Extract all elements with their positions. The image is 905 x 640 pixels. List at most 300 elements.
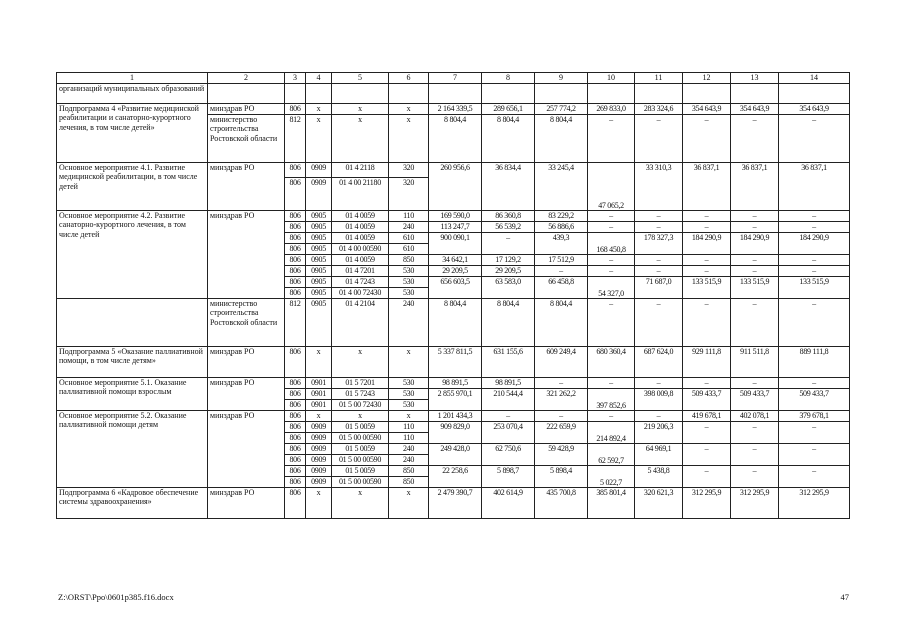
- program-name-cell: Подпрограмма 4 «Развитие медицинской реабилитации и санаторно-курортного лечения, в том числе детей»: [57, 104, 208, 163]
- grbs-cell: 806: [285, 222, 306, 233]
- value-cell: –: [779, 422, 850, 444]
- value-cell: –: [635, 222, 683, 233]
- value-cell: 83 229,2: [535, 211, 588, 222]
- grbs-cell: 806: [285, 347, 306, 378]
- value-cell: 911 511,8: [731, 347, 779, 378]
- value-cell: 36 837,1: [779, 163, 850, 211]
- data-cell: [683, 84, 731, 104]
- rzpr-cell: 0905: [306, 255, 332, 266]
- table-row: [57, 104, 850, 115]
- column-header-row: [57, 73, 850, 84]
- csr-cell: 01 4 0059: [332, 255, 389, 266]
- grbs-cell: 806: [285, 288, 306, 299]
- value-cell: –: [635, 266, 683, 277]
- program-name-cell: [57, 299, 208, 347]
- value-cell: –: [731, 211, 779, 222]
- grbs-cell: 812: [285, 299, 306, 347]
- value-cell: 29 209,5: [429, 266, 482, 277]
- data-cell: [429, 84, 482, 104]
- data-cell: [306, 84, 332, 104]
- value-cell: –: [588, 115, 635, 163]
- grbs-cell: 806: [285, 104, 306, 115]
- value-cell: –: [683, 466, 731, 488]
- csr-cell: 01 4 2104: [332, 299, 389, 347]
- value-cell: –: [588, 211, 635, 222]
- rzpr-cell: 0905: [306, 299, 332, 347]
- executor-cell: минздрав РО: [208, 411, 285, 488]
- table-row: [57, 163, 850, 178]
- grbs-cell: 806: [285, 378, 306, 389]
- vr-cell: x: [389, 488, 429, 519]
- column-header: 9: [535, 73, 588, 84]
- data-cell: [731, 84, 779, 104]
- value-cell: 22 258,6: [429, 466, 482, 488]
- grbs-cell: 806: [285, 455, 306, 466]
- value-cell: –: [683, 378, 731, 389]
- column-header: 6: [389, 73, 429, 84]
- grbs-cell: 806: [285, 411, 306, 422]
- value-cell: –: [779, 115, 850, 163]
- rzpr-cell: 0909: [306, 466, 332, 477]
- value-cell: 64 969,1: [635, 444, 683, 466]
- value-cell: 168 450,8: [588, 233, 635, 255]
- value-cell: –: [588, 299, 635, 347]
- value-cell: 2 164 339,5: [429, 104, 482, 115]
- value-cell: 62 750,6: [482, 444, 535, 466]
- footer-file-path: Z:\ORST\Ppo\0601p385.f16.docx: [58, 592, 174, 602]
- value-cell: –: [683, 115, 731, 163]
- vr-cell: x: [389, 347, 429, 378]
- value-cell: –: [482, 411, 535, 422]
- csr-cell: 01 4 0059: [332, 233, 389, 244]
- table-row: [57, 347, 850, 378]
- value-cell: 312 295,9: [731, 488, 779, 519]
- value-cell: –: [731, 299, 779, 347]
- data-cell: [635, 84, 683, 104]
- value-cell: 5 438,8: [635, 466, 683, 488]
- vr-cell: 850: [389, 255, 429, 266]
- grbs-cell: 806: [285, 255, 306, 266]
- csr-cell: 01 5 00 00590: [332, 477, 389, 488]
- value-cell: –: [779, 255, 850, 266]
- rzpr-cell: x: [306, 104, 332, 115]
- table-row: [57, 84, 850, 104]
- csr-cell: 01 5 00 00590: [332, 433, 389, 444]
- value-cell: –: [779, 378, 850, 389]
- rzpr-cell: x: [306, 488, 332, 519]
- executor-cell: минздрав РО: [208, 488, 285, 519]
- vr-cell: 530: [389, 266, 429, 277]
- value-cell: –: [731, 466, 779, 488]
- column-header: 2: [208, 73, 285, 84]
- value-cell: 56 539,2: [482, 222, 535, 233]
- value-cell: 63 583,0: [482, 277, 535, 299]
- value-cell: 36 837,1: [731, 163, 779, 211]
- budget-table: [56, 72, 850, 519]
- grbs-cell: 806: [285, 477, 306, 488]
- value-cell: 687 624,0: [635, 347, 683, 378]
- executor-cell: минздрав РО: [208, 211, 285, 299]
- value-cell: 36 834,4: [482, 163, 535, 211]
- value-cell: 2 479 390,7: [429, 488, 482, 519]
- value-cell: –: [535, 266, 588, 277]
- value-cell: 56 886,6: [535, 222, 588, 233]
- page-number: 47: [840, 592, 849, 602]
- rzpr-cell: 0905: [306, 266, 332, 277]
- grbs-cell: 806: [285, 400, 306, 411]
- data-cell: [389, 84, 429, 104]
- grbs-cell: 806: [285, 389, 306, 400]
- value-cell: 283 324,6: [635, 104, 683, 115]
- value-cell: 54 327,0: [588, 277, 635, 299]
- csr-cell: x: [332, 104, 389, 115]
- csr-cell: 01 4 7201: [332, 266, 389, 277]
- executor-cell: минздрав РО: [208, 347, 285, 378]
- csr-cell: x: [332, 411, 389, 422]
- value-cell: 439,3: [535, 233, 588, 255]
- data-cell: [779, 84, 850, 104]
- value-cell: 36 837,1: [683, 163, 731, 211]
- rzpr-cell: 0909: [306, 477, 332, 488]
- column-header: 12: [683, 73, 731, 84]
- table-row: [57, 488, 850, 519]
- vr-cell: 110: [389, 433, 429, 444]
- executor-cell: минздрав РО: [208, 163, 285, 211]
- value-cell: –: [683, 299, 731, 347]
- value-cell: 47 065,2: [588, 163, 635, 211]
- grbs-cell: 806: [285, 277, 306, 288]
- value-cell: 312 295,9: [779, 488, 850, 519]
- grbs-cell: 806: [285, 163, 306, 178]
- program-name-cell: Подпрограмма 5 «Оказание паллиативной помощи, в том числе детям»: [57, 347, 208, 378]
- rzpr-cell: 0909: [306, 444, 332, 455]
- value-cell: 5 337 811,5: [429, 347, 482, 378]
- value-cell: 509 433,7: [683, 389, 731, 411]
- csr-cell: 01 4 00 00590: [332, 244, 389, 255]
- value-cell: –: [683, 266, 731, 277]
- table-row: [57, 299, 850, 347]
- value-cell: 354 643,9: [731, 104, 779, 115]
- rzpr-cell: 0905: [306, 211, 332, 222]
- program-name-cell: Основное мероприятие 5.1. Оказание паллиативной помощи взрослым: [57, 378, 208, 411]
- value-cell: –: [683, 255, 731, 266]
- value-cell: 909 829,0: [429, 422, 482, 444]
- value-cell: 419 678,1: [683, 411, 731, 422]
- executor-cell: минздрав РО: [208, 378, 285, 411]
- vr-cell: 320: [389, 178, 429, 211]
- value-cell: 59 428,9: [535, 444, 588, 466]
- value-cell: 33 310,3: [635, 163, 683, 211]
- grbs-cell: 806: [285, 211, 306, 222]
- value-cell: 98 891,5: [429, 378, 482, 389]
- value-cell: 62 592,7: [588, 444, 635, 466]
- value-cell: 86 360,8: [482, 211, 535, 222]
- value-cell: 133 515,9: [731, 277, 779, 299]
- grbs-cell: 806: [285, 244, 306, 255]
- value-cell: 509 433,7: [731, 389, 779, 411]
- value-cell: 385 801,4: [588, 488, 635, 519]
- executor-cell: [208, 84, 285, 104]
- column-header: 8: [482, 73, 535, 84]
- value-cell: 8 804,4: [429, 299, 482, 347]
- rzpr-cell: 0901: [306, 378, 332, 389]
- column-header: 4: [306, 73, 332, 84]
- rzpr-cell: 0905: [306, 244, 332, 255]
- csr-cell: x: [332, 347, 389, 378]
- value-cell: –: [731, 422, 779, 444]
- csr-cell: 01 5 0059: [332, 466, 389, 477]
- csr-cell: 01 4 2118: [332, 163, 389, 178]
- value-cell: 5 022,7: [588, 466, 635, 488]
- value-cell: 379 678,1: [779, 411, 850, 422]
- program-name-cell: Основное мероприятие 5.2. Оказание паллиативной помощи детям: [57, 411, 208, 488]
- value-cell: –: [535, 411, 588, 422]
- vr-cell: 850: [389, 466, 429, 477]
- data-cell: [535, 84, 588, 104]
- csr-cell: 01 4 0059: [332, 222, 389, 233]
- value-cell: 210 544,4: [482, 389, 535, 411]
- vr-cell: 110: [389, 211, 429, 222]
- vr-cell: 530: [389, 389, 429, 400]
- value-cell: –: [731, 222, 779, 233]
- value-cell: –: [635, 299, 683, 347]
- rzpr-cell: 0905: [306, 277, 332, 288]
- vr-cell: 110: [389, 422, 429, 433]
- column-header: 13: [731, 73, 779, 84]
- program-name-cell: организаций муниципальных образований: [57, 84, 208, 104]
- value-cell: 66 458,8: [535, 277, 588, 299]
- value-cell: –: [779, 299, 850, 347]
- table-row: [57, 211, 850, 222]
- value-cell: –: [635, 378, 683, 389]
- value-cell: –: [635, 255, 683, 266]
- value-cell: 656 603,5: [429, 277, 482, 299]
- value-cell: –: [588, 266, 635, 277]
- vr-cell: 850: [389, 477, 429, 488]
- column-header: 1: [57, 73, 208, 84]
- rzpr-cell: 0909: [306, 433, 332, 444]
- value-cell: 5 898,7: [482, 466, 535, 488]
- value-cell: –: [731, 378, 779, 389]
- vr-cell: x: [389, 115, 429, 163]
- csr-cell: 01 4 00 21180: [332, 178, 389, 211]
- column-header: 14: [779, 73, 850, 84]
- value-cell: 397 852,6: [588, 389, 635, 411]
- data-cell: [285, 84, 306, 104]
- rzpr-cell: 0905: [306, 233, 332, 244]
- program-name-cell: Подпрограмма 6 «Кадровое обеспечение системы здравоохранения»: [57, 488, 208, 519]
- csr-cell: 01 4 7243: [332, 277, 389, 288]
- value-cell: –: [779, 444, 850, 466]
- value-cell: 29 209,5: [482, 266, 535, 277]
- value-cell: –: [683, 444, 731, 466]
- value-cell: –: [588, 255, 635, 266]
- value-cell: –: [731, 115, 779, 163]
- program-name-cell: Основное мероприятие 4.2. Развитие санаторно-курортного лечения, в том числе детей: [57, 211, 208, 299]
- rzpr-cell: 0909: [306, 163, 332, 178]
- value-cell: –: [588, 222, 635, 233]
- value-cell: 321 262,2: [535, 389, 588, 411]
- value-cell: 214 892,4: [588, 422, 635, 444]
- rzpr-cell: x: [306, 411, 332, 422]
- csr-cell: 01 5 0059: [332, 444, 389, 455]
- grbs-cell: 812: [285, 115, 306, 163]
- vr-cell: x: [389, 411, 429, 422]
- value-cell: 631 155,6: [482, 347, 535, 378]
- vr-cell: 240: [389, 222, 429, 233]
- value-cell: –: [588, 411, 635, 422]
- value-cell: 320 621,3: [635, 488, 683, 519]
- csr-cell: 01 4 00 72430: [332, 288, 389, 299]
- csr-cell: x: [332, 488, 389, 519]
- data-cell: [482, 84, 535, 104]
- value-cell: 184 290,9: [683, 233, 731, 255]
- value-cell: 435 700,8: [535, 488, 588, 519]
- value-cell: 133 515,9: [779, 277, 850, 299]
- value-cell: 219 206,3: [635, 422, 683, 444]
- value-cell: 222 659,9: [535, 422, 588, 444]
- value-cell: 260 956,6: [429, 163, 482, 211]
- value-cell: 2 855 970,1: [429, 389, 482, 411]
- vr-cell: 530: [389, 400, 429, 411]
- vr-cell: 240: [389, 444, 429, 455]
- value-cell: 8 804,4: [429, 115, 482, 163]
- value-cell: 929 111,8: [683, 347, 731, 378]
- value-cell: 8 804,4: [535, 115, 588, 163]
- value-cell: 113 247,7: [429, 222, 482, 233]
- value-cell: 71 687,0: [635, 277, 683, 299]
- value-cell: 900 090,1: [429, 233, 482, 255]
- column-header: 11: [635, 73, 683, 84]
- column-header: 7: [429, 73, 482, 84]
- value-cell: 269 833,0: [588, 104, 635, 115]
- value-cell: 17 512,9: [535, 255, 588, 266]
- csr-cell: 01 5 0059: [332, 422, 389, 433]
- value-cell: –: [779, 266, 850, 277]
- csr-cell: 01 5 00 72430: [332, 400, 389, 411]
- value-cell: 889 111,8: [779, 347, 850, 378]
- rzpr-cell: 0905: [306, 222, 332, 233]
- column-header: 10: [588, 73, 635, 84]
- program-name-cell: Основное мероприятие 4.1. Развитие медицинской реабилитации, в том числе детей: [57, 163, 208, 211]
- value-cell: 5 898,4: [535, 466, 588, 488]
- value-cell: 17 129,2: [482, 255, 535, 266]
- value-cell: 289 656,1: [482, 104, 535, 115]
- value-cell: 184 290,9: [731, 233, 779, 255]
- csr-cell: 01 5 00 00590: [332, 455, 389, 466]
- value-cell: –: [779, 222, 850, 233]
- value-cell: –: [779, 466, 850, 488]
- rzpr-cell: 0901: [306, 389, 332, 400]
- rzpr-cell: 0909: [306, 422, 332, 433]
- value-cell: 609 249,4: [535, 347, 588, 378]
- grbs-cell: 806: [285, 444, 306, 455]
- value-cell: –: [683, 422, 731, 444]
- value-cell: –: [635, 411, 683, 422]
- csr-cell: 01 4 0059: [332, 211, 389, 222]
- grbs-cell: 806: [285, 233, 306, 244]
- grbs-cell: 806: [285, 178, 306, 211]
- value-cell: 8 804,4: [482, 115, 535, 163]
- value-cell: 1 201 434,3: [429, 411, 482, 422]
- value-cell: 8 804,4: [535, 299, 588, 347]
- grbs-cell: 806: [285, 466, 306, 477]
- value-cell: 249 428,0: [429, 444, 482, 466]
- vr-cell: 320: [389, 163, 429, 178]
- value-cell: –: [731, 266, 779, 277]
- vr-cell: 530: [389, 288, 429, 299]
- data-cell: [588, 84, 635, 104]
- csr-cell: x: [332, 115, 389, 163]
- value-cell: 680 360,4: [588, 347, 635, 378]
- executor-cell: министерство строительства Ростовской области: [208, 299, 285, 347]
- value-cell: 184 290,9: [779, 233, 850, 255]
- rzpr-cell: 0909: [306, 178, 332, 211]
- vr-cell: 530: [389, 277, 429, 288]
- value-cell: 257 774,2: [535, 104, 588, 115]
- value-cell: –: [535, 378, 588, 389]
- value-cell: 398 009,8: [635, 389, 683, 411]
- value-cell: 354 643,9: [683, 104, 731, 115]
- rzpr-cell: x: [306, 347, 332, 378]
- value-cell: –: [779, 211, 850, 222]
- value-cell: 33 245,4: [535, 163, 588, 211]
- value-cell: 133 515,9: [683, 277, 731, 299]
- csr-cell: 01 5 7201: [332, 378, 389, 389]
- rzpr-cell: 0905: [306, 288, 332, 299]
- value-cell: –: [482, 233, 535, 255]
- value-cell: 34 642,1: [429, 255, 482, 266]
- vr-cell: 530: [389, 378, 429, 389]
- value-cell: –: [635, 211, 683, 222]
- data-cell: [332, 84, 389, 104]
- value-cell: 8 804,4: [482, 299, 535, 347]
- value-cell: 402 078,1: [731, 411, 779, 422]
- value-cell: –: [683, 211, 731, 222]
- value-cell: –: [731, 444, 779, 466]
- value-cell: 178 327,3: [635, 233, 683, 255]
- grbs-cell: 806: [285, 433, 306, 444]
- rzpr-cell: 0901: [306, 400, 332, 411]
- column-header: 3: [285, 73, 306, 84]
- value-cell: 509 433,7: [779, 389, 850, 411]
- column-header: 5: [332, 73, 389, 84]
- vr-cell: 610: [389, 233, 429, 244]
- rzpr-cell: x: [306, 115, 332, 163]
- table-row: [57, 411, 850, 422]
- grbs-cell: 806: [285, 488, 306, 519]
- executor-cell: министерство строительства Ростовской области: [208, 115, 285, 163]
- value-cell: 169 590,0: [429, 211, 482, 222]
- executor-cell: минздрав РО: [208, 104, 285, 115]
- value-cell: –: [588, 378, 635, 389]
- value-cell: 253 070,4: [482, 422, 535, 444]
- value-cell: –: [731, 255, 779, 266]
- vr-cell: 240: [389, 455, 429, 466]
- vr-cell: 240: [389, 299, 429, 347]
- rzpr-cell: 0909: [306, 455, 332, 466]
- value-cell: –: [635, 115, 683, 163]
- value-cell: 354 643,9: [779, 104, 850, 115]
- csr-cell: 01 5 7243: [332, 389, 389, 400]
- grbs-cell: 806: [285, 266, 306, 277]
- grbs-cell: 806: [285, 422, 306, 433]
- vr-cell: x: [389, 104, 429, 115]
- value-cell: 98 891,5: [482, 378, 535, 389]
- value-cell: –: [683, 222, 731, 233]
- vr-cell: 610: [389, 244, 429, 255]
- value-cell: 312 295,9: [683, 488, 731, 519]
